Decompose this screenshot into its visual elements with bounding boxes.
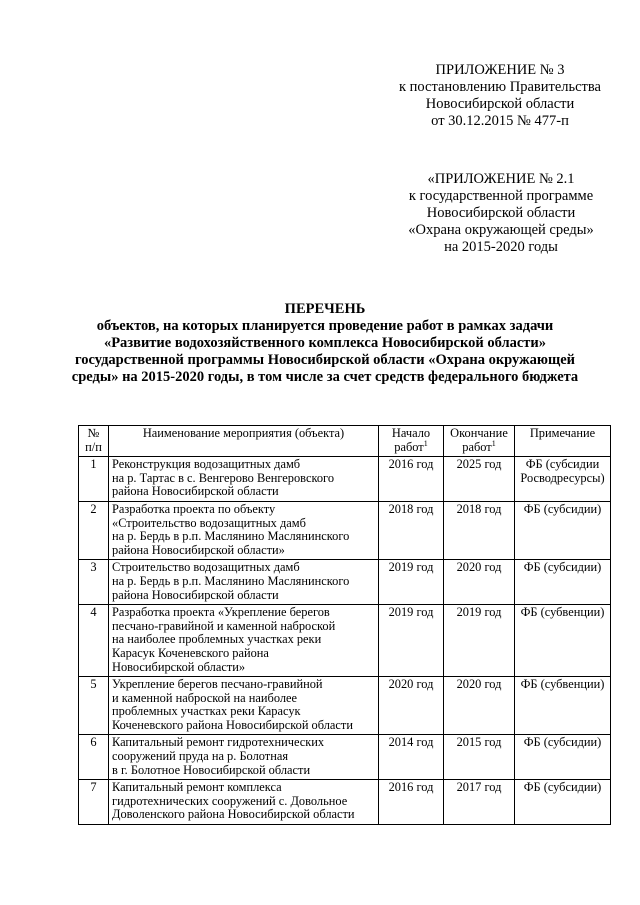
appendix-2-1-block <box>386 171 616 256</box>
heading-line: объектов, на которых планируется проведение работ в рамках задачи <box>96 318 554 334</box>
table-row <box>79 560 611 605</box>
table-row <box>79 780 611 825</box>
row-number: 1 <box>79 457 109 502</box>
header-start-line1: Начало <box>391 426 431 440</box>
row-end: 2019 год <box>444 605 515 677</box>
appendix-3-date: от 30.12.2015 № 477-п <box>431 113 569 129</box>
header-end-line2 <box>447 438 511 455</box>
row-name: Капитальный ремонт гидротехнических сооружений пруда на р. Болотная в г. Болотное Новосибирской области <box>109 735 379 780</box>
table-row <box>79 457 611 502</box>
row-number: 5 <box>79 677 109 735</box>
row-name: Укрепление берегов песчано-гравийной и каменной наброской на наиболее проблемных участках реки Карасук Коченевского района Новосибирской области <box>109 677 379 735</box>
footnote-mark: 1 <box>423 438 428 448</box>
row-note: ФБ (субвенции) <box>515 677 611 735</box>
table-body <box>79 457 611 825</box>
appendix-2-1-line: Новосибирской области <box>426 205 576 221</box>
row-number: 2 <box>79 501 109 559</box>
header-end-line1: Окончание <box>450 426 508 440</box>
heading-line: государственной программы Новосибирской области «Охрана окружающей <box>75 352 575 368</box>
table-row <box>79 677 611 735</box>
header-note: Примечание <box>515 426 611 457</box>
table-row <box>79 501 611 559</box>
row-start: 2019 год <box>379 605 444 677</box>
appendix-3-line: Новосибирской области <box>425 96 575 112</box>
row-note: ФБ (субсидии) <box>515 560 611 605</box>
appendix-3-line: к постановлению Правительства <box>399 79 601 95</box>
table-header-row <box>79 426 611 457</box>
header-num <box>79 426 109 457</box>
header-start <box>379 426 444 457</box>
row-number: 6 <box>79 735 109 780</box>
appendix-2-1-line: к государственной программе <box>408 188 594 204</box>
row-start: 2020 год <box>379 677 444 735</box>
header-num-line2: п/п <box>85 439 102 454</box>
row-name: Разработка проекта «Укрепление берегов песчано-гравийной и каменной наброской на наиболее проблемных участках реки Карасук Коченевского района Новосибирской области» <box>109 605 379 677</box>
row-name: Разработка проекта по объекту «Строительство водозащитных дамб на р. Бердь в р.п. Маслянино Маслянинского района Новосибирской области» <box>109 501 379 559</box>
row-start: 2014 год <box>379 735 444 780</box>
row-name: Капитальный ремонт комплекса гидротехнических сооружений с. Довольное Доволенского района Новосибирской области <box>109 780 379 825</box>
appendix-3-title: ПРИЛОЖЕНИЕ № 3 <box>435 62 565 78</box>
header-end-text: работ <box>462 439 492 454</box>
appendix-3-block <box>380 62 620 130</box>
row-number: 7 <box>79 780 109 825</box>
row-name: Строительство водозащитных дамб на р. Бердь в р.п. Маслянино Маслянинского района Новосибирской области <box>109 560 379 605</box>
row-end: 2020 год <box>444 677 515 735</box>
appendix-2-1-title: «ПРИЛОЖЕНИЕ № 2.1 <box>427 171 575 187</box>
header-name: Наименование мероприятия (объекта) <box>109 426 379 457</box>
heading-line: среды» на 2015-2020 годы, в том числе за счет средств федерального бюджета <box>71 369 579 385</box>
table-row <box>79 735 611 780</box>
row-number: 4 <box>79 605 109 677</box>
row-end: 2020 год <box>444 560 515 605</box>
appendix-2-1-line: на 2015-2020 годы <box>444 239 558 255</box>
heading-line: «Развитие водохозяйственного комплекса Новосибирской области» <box>103 335 547 351</box>
table-row <box>79 605 611 677</box>
row-note: ФБ (субсидии) <box>515 780 611 825</box>
header-end <box>444 426 515 457</box>
row-note: ФБ (субсидии) <box>515 501 611 559</box>
row-end: 2018 год <box>444 501 515 559</box>
row-start: 2016 год <box>379 457 444 502</box>
row-start: 2019 год <box>379 560 444 605</box>
row-end: 2015 год <box>444 735 515 780</box>
row-name: Реконструкция водозащитных дамб на р. Тартас в с. Венгерово Венгеровского района Новосибирской области <box>109 457 379 502</box>
objects-table <box>78 425 611 825</box>
row-start: 2016 год <box>379 780 444 825</box>
document-heading <box>40 301 610 386</box>
appendix-2-1-line: «Охрана окружающей среды» <box>408 222 594 238</box>
row-start: 2018 год <box>379 501 444 559</box>
header-start-line2 <box>382 438 440 455</box>
row-note: ФБ (субсидии Росводресурсы) <box>515 457 611 502</box>
row-end: 2025 год <box>444 457 515 502</box>
row-note: ФБ (субвенции) <box>515 605 611 677</box>
heading-title: ПЕРЕЧЕНЬ <box>284 301 366 317</box>
header-start-text: работ <box>394 439 424 454</box>
header-num-line1: № <box>87 426 100 440</box>
row-number: 3 <box>79 560 109 605</box>
footnote-mark: 1 <box>491 438 496 448</box>
row-end: 2017 год <box>444 780 515 825</box>
row-note: ФБ (субсидии) <box>515 735 611 780</box>
